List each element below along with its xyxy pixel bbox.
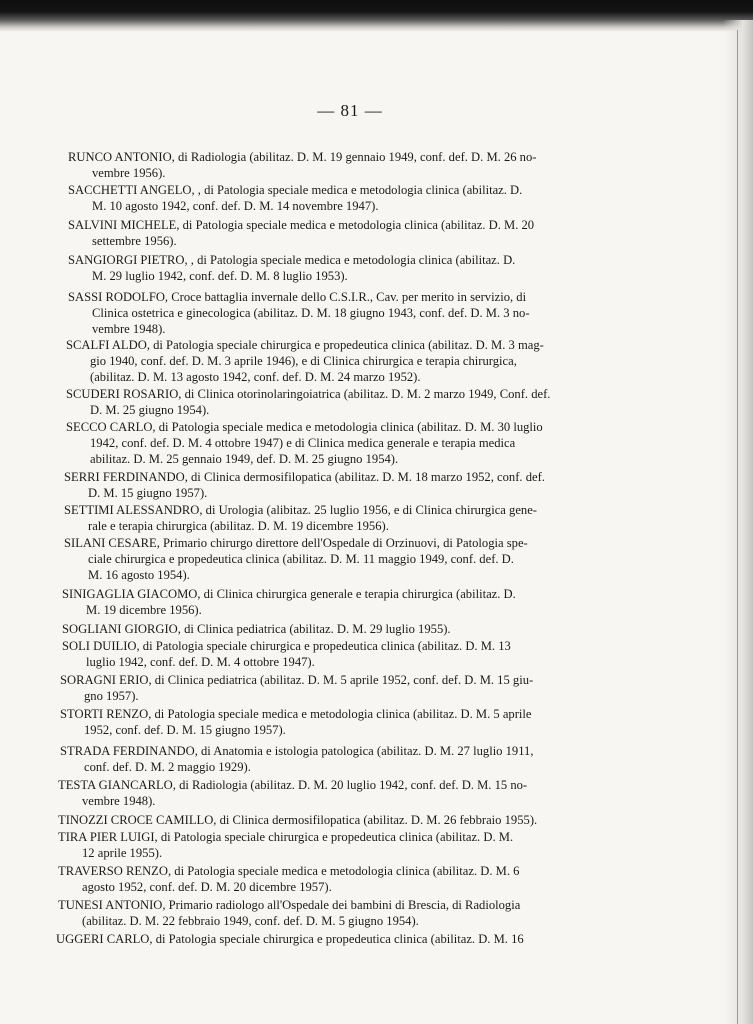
- page-number: — 81 —: [317, 101, 383, 120]
- entry-line: M. 16 agosto 1954).: [88, 567, 190, 582]
- entry-line: SANGIORGI PIETRO, , di Patologia speciale medica e metodologia clinica (abilitaz. D.: [68, 253, 516, 267]
- entry-scalfi: [66, 338, 611, 385]
- entry-line: SALVINI MICHELE, di Patologia speciale medica e metodologia clinica (abilitaz. D. M. 20: [68, 218, 535, 232]
- entry-sinigaglia: [62, 587, 607, 619]
- entry-line: M. 29 luglio 1942, conf. def. D. M. 8 luglio 1953).: [92, 268, 348, 283]
- entry-line: TUNESI ANTONIO, Primario radiologo all'Ospedale dei bambini di Brescia, di Radiologia: [58, 898, 521, 912]
- entry-line: SCUDERI ROSARIO, di Clinica otorinolaringoiatrica (abilitaz. D. M. 2 marzo 1949, Conf. def.: [66, 387, 551, 401]
- entry-line: SECCO CARLO, di Patologia speciale medica e metodologia clinica (abilitaz. D. M. 30 luglio: [66, 420, 543, 434]
- entry-line: Clinica ostetrica e ginecologica (abilitaz. D. M. 18 giugno 1943, conf. def. D. M. 3 no-: [92, 305, 530, 320]
- entry-line: gno 1957).: [84, 688, 139, 703]
- entry-tinozzi: [58, 813, 603, 829]
- entry-line: 1952, conf. def. D. M. 15 giugno 1957).: [84, 722, 286, 737]
- entry-runco: [68, 150, 613, 182]
- entry-line: STRADA FERDINANDO, di Anatomia e istologia patologica (abilitaz. D. M. 27 luglio 1911,: [60, 744, 534, 758]
- entry-line: gio 1940, conf. def. D. M. 3 aprile 1946), e di Clinica chirurgica e terapia chirurgica,: [90, 353, 517, 368]
- entry-line: conf. def. D. M. 2 maggio 1929).: [84, 759, 251, 774]
- entry-line: luglio 1942, conf. def. D. M. 4 ottobre 1947).: [86, 654, 315, 669]
- entry-line: D. M. 15 giugno 1957).: [88, 485, 208, 500]
- entry-line: TRAVERSO RENZO, di Patologia speciale medica e metodologia clinica (abilitaz. D. M. 6: [58, 864, 520, 878]
- entry-storti: [60, 707, 605, 739]
- entry-line: SOGLIANI GIORGIO, di Clinica pediatrica (abilitaz. D. M. 29 luglio 1955).: [62, 622, 451, 636]
- entry-sangiorgi: [68, 253, 613, 285]
- entry-tira: [58, 830, 603, 862]
- entry-line: 12 aprile 1955).: [82, 845, 163, 860]
- entry-line: TIRA PIER LUIGI, di Patologia speciale chirurgica e propedeutica clinica (abilitaz. D. M.: [58, 830, 514, 844]
- entry-sacchetti: [68, 183, 613, 215]
- entry-salvini: [68, 218, 613, 250]
- entry-strada: [60, 744, 605, 776]
- entry-testa: [58, 778, 603, 810]
- entry-line: 1942, conf. def. D. M. 4 ottobre 1947) e di Clinica medica generale e terapia medica: [90, 435, 516, 450]
- entry-line: TESTA GIANCARLO, di Radiologia (abilitaz. D. M. 20 luglio 1942, conf. def. D. M. 15 no-: [58, 778, 528, 792]
- entry-line: vembre 1948).: [92, 321, 166, 336]
- entry-line: D. M. 25 giugno 1954).: [90, 402, 210, 417]
- entry-sogliani: [62, 622, 607, 638]
- entry-line: SINIGAGLIA GIACOMO, di Clinica chirurgica generale e terapia chirurgica (abilitaz. D.: [62, 587, 516, 601]
- entry-line: vembre 1948).: [82, 793, 156, 808]
- entry-line: SERRI FERDINANDO, di Clinica dermosifilopatica (abilitaz. D. M. 18 marzo 1952, conf. def.: [64, 470, 545, 484]
- entry-soli: [62, 639, 607, 671]
- entry-line: SILANI CESARE, Primario chirurgo direttore dell'Ospedale di Orzinuovi, di Patologia spe-: [64, 536, 528, 550]
- entry-line: rale e terapia chirurgica (abilitaz. D. M. 19 dicembre 1956).: [88, 518, 389, 533]
- entry-soragni: [60, 673, 605, 705]
- entry-line: STORTI RENZO, di Patologia speciale medica e metodologia clinica (abilitaz. D. M. 5 aprile: [60, 707, 532, 721]
- entry-line: agosto 1952, conf. def. D. M. 20 dicembre 1957).: [82, 879, 332, 894]
- entry-line: RUNCO ANTONIO, di Radiologia (abilitaz. D. M. 19 gennaio 1949, conf. def. D. M. 26 no-: [68, 150, 537, 164]
- entry-line: SOLI DUILIO, di Patologia speciale chirurgica e propedeutica clinica (abilitaz. D. M. 13: [62, 639, 511, 653]
- entry-line: abilitaz. D. M. 25 gennaio 1949, def. D. M. 25 giugno 1954).: [90, 451, 399, 466]
- entry-line: SORAGNI ERIO, di Clinica pediatrica (abilitaz. D. M. 5 aprile 1952, conf. def. D. M. 15 giu-: [60, 673, 534, 687]
- entry-line: M. 10 agosto 1942, conf. def. D. M. 14 novembre 1947).: [92, 198, 379, 213]
- entry-line: TINOZZI CROCE CAMILLO, di Clinica dermosifilopatica (abilitaz. D. M. 26 febbraio 1955).: [58, 813, 538, 827]
- entry-line: M. 19 dicembre 1956).: [86, 602, 202, 617]
- entry-sassi: [68, 290, 613, 337]
- entry-line: UGGERI CARLO, di Patologia speciale chirurgica e propedeutica clinica (abilitaz. D. M. 16: [56, 932, 524, 946]
- entry-line: ciale chirurgica e propedeutica clinica (abilitaz. D. M. 11 maggio 1949, conf. def. D.: [88, 551, 514, 566]
- entry-silani: [64, 536, 609, 583]
- entry-line: SETTIMI ALESSANDRO, di Urologia (alibitaz. 25 luglio 1956, e di Clinica chirurgica gene-: [64, 503, 537, 517]
- entry-line: SASSI RODOLFO, Croce battaglia invernale dello C.S.I.R., Cav. per merito in servizio, di: [68, 290, 527, 304]
- entry-settimi: [64, 503, 609, 535]
- entry-tunesi: [58, 898, 603, 930]
- entry-secco: [66, 420, 611, 467]
- entry-uggeri: [56, 932, 601, 948]
- entry-line: (abilitaz. D. M. 22 febbraio 1949, conf. def. D. M. 5 giugno 1954).: [82, 913, 419, 928]
- entry-line: vembre 1956).: [92, 165, 166, 180]
- entry-line: SCALFI ALDO, di Patologia speciale chirurgica e propedeutica clinica (abilitaz. D. M. 3 mag-: [66, 338, 544, 352]
- entry-scuderi: [66, 387, 611, 419]
- entry-line: SACCHETTI ANGELO, , di Patologia speciale medica e metodologia clinica (abilitaz. D.: [68, 183, 523, 197]
- entry-line: (abilitaz. D. M. 13 agosto 1942, conf. def. D. M. 24 marzo 1952).: [90, 369, 421, 384]
- entry-line: settembre 1956).: [92, 233, 177, 248]
- entry-traverso: [58, 864, 603, 896]
- entry-serri: [64, 470, 609, 502]
